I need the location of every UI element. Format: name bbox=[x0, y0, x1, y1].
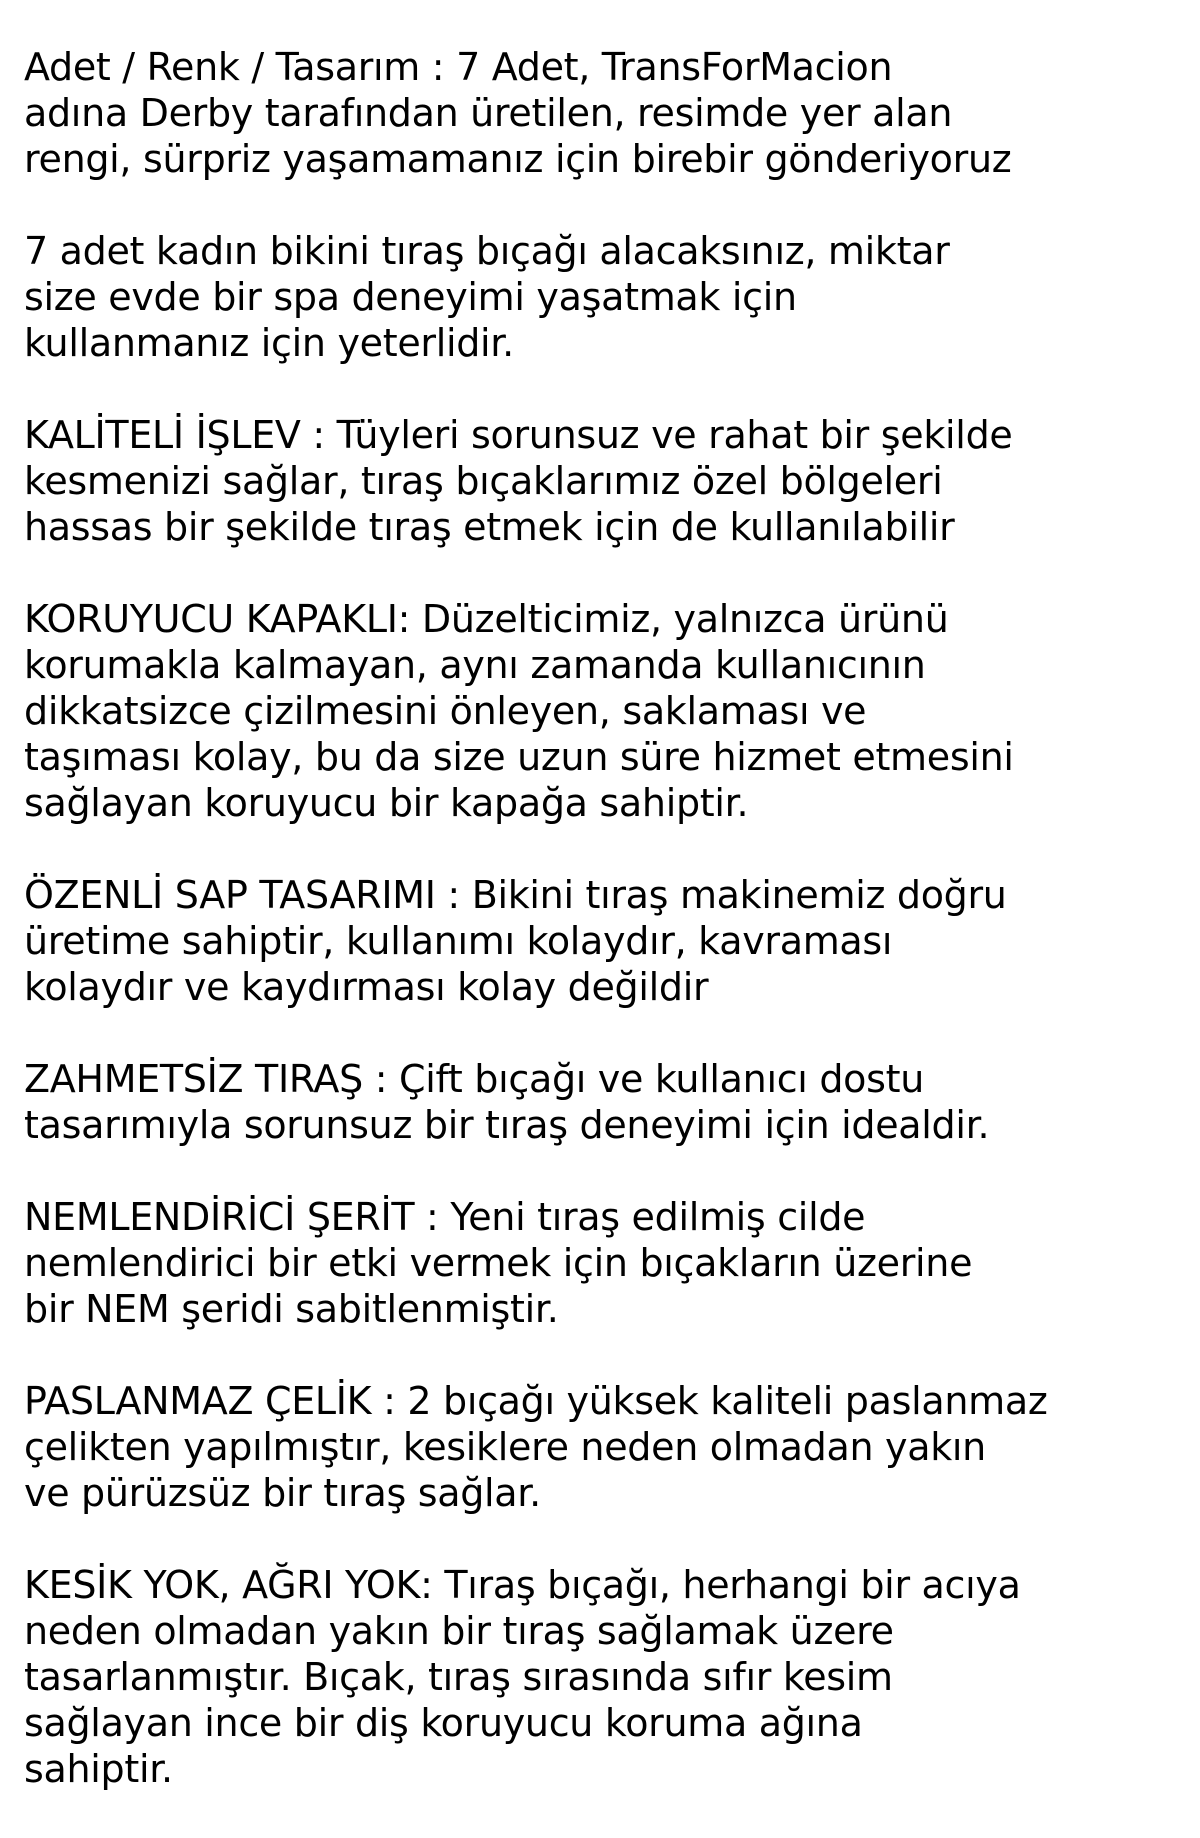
paragraph-koruyucu-kapakli bbox=[24, 596, 1184, 826]
text-line: NEMLENDİRİCİ ŞERİT : Yeni tıraş edilmiş cilde bbox=[24, 1195, 866, 1239]
text-line: adına Derby tarafından üretilen, resimde yer alan bbox=[24, 91, 953, 135]
text-line: üretime sahiptir, kullanımı kolaydır, kavraması bbox=[24, 919, 893, 963]
paragraph-adet-renk-tasarim bbox=[24, 44, 1184, 182]
text-line: dikkatsizce çizilmesini önleyen, saklaması ve bbox=[24, 689, 867, 733]
text-line: size evde bir spa deneyimi yaşatmak için bbox=[24, 275, 797, 319]
text-line: rengi, sürpriz yaşamamanız için birebir gönderiyoruz bbox=[24, 137, 1012, 181]
text-line: taşıması kolay, bu da size uzun süre hizmet etmesini bbox=[24, 735, 1014, 779]
text-line: PASLANMAZ ÇELİK : 2 bıçağı yüksek kaliteli paslanmaz bbox=[24, 1379, 1048, 1423]
text-line: KESİK YOK, AĞRI YOK: Tıraş bıçağı, herhangi bir acıya bbox=[24, 1563, 1021, 1607]
text-line: ÖZENLİ SAP TASARIMI : Bikini tıraş makinemiz doğru bbox=[24, 873, 1007, 917]
text-line: 7 adet kadın bikini tıraş bıçağı alacaksınız, miktar bbox=[24, 229, 950, 273]
text-line: kullanmanız için yeterlidir. bbox=[24, 321, 514, 365]
text-line: bir NEM şeridi sabitlenmiştir. bbox=[24, 1287, 559, 1331]
text-line: Adet / Renk / Tasarım : 7 Adet, TransForMacion bbox=[24, 45, 893, 89]
text-line: çelikten yapılmıştır, kesiklere neden olmadan yakın bbox=[24, 1425, 986, 1469]
text-line: neden olmadan yakın bir tıraş sağlamak üzere bbox=[24, 1609, 894, 1653]
text-line: tasarlanmıştır. Bıçak, tıraş sırasında sıfır kesim bbox=[24, 1655, 893, 1699]
paragraph-kaliteli-islev bbox=[24, 412, 1184, 550]
text-line: hassas bir şekilde tıraş etmek için de kullanılabilir bbox=[24, 505, 955, 549]
text-line: sağlayan ince bir diş koruyucu koruma ağına bbox=[24, 1701, 863, 1745]
text-line: KALİTELİ İŞLEV : Tüyleri sorunsuz ve rahat bir şekilde bbox=[24, 413, 1013, 457]
text-line: sağlayan koruyucu bir kapağa sahiptir. bbox=[24, 781, 749, 825]
text-line: ve pürüzsüz bir tıraş sağlar. bbox=[24, 1471, 541, 1515]
paragraph-miktar bbox=[24, 228, 1184, 366]
text-line: ZAHMETSİZ TIRAŞ : Çift bıçağı ve kullanıcı dostu bbox=[24, 1057, 924, 1101]
text-line: nemlendirici bir etki vermek için bıçakların üzerine bbox=[24, 1241, 973, 1285]
paragraph-kesik-yok-agri-yok bbox=[24, 1562, 1184, 1792]
paragraph-zahmetsiz-tiras bbox=[24, 1056, 1184, 1148]
text-line: tasarımıyla sorunsuz bir tıraş deneyimi için idealdir. bbox=[24, 1103, 990, 1147]
paragraph-nemlendirici-serit bbox=[24, 1194, 1184, 1332]
paragraph-paslanmaz-celik bbox=[24, 1378, 1184, 1516]
text-line: korumakla kalmayan, aynı zamanda kullanıcının bbox=[24, 643, 926, 687]
text-line: kolaydır ve kaydırması kolay değildir bbox=[24, 965, 709, 1009]
text-line: KORUYUCU KAPAKLI: Düzelticimiz, yalnızca ürünü bbox=[24, 597, 949, 641]
paragraph-ozenli-sap-tasarimi bbox=[24, 872, 1184, 1010]
text-line: sahiptir. bbox=[24, 1747, 173, 1791]
text-line: kesmenizi sağlar, tıraş bıçaklarımız özel bölgeleri bbox=[24, 459, 943, 503]
product-description-document bbox=[24, 44, 1184, 1838]
